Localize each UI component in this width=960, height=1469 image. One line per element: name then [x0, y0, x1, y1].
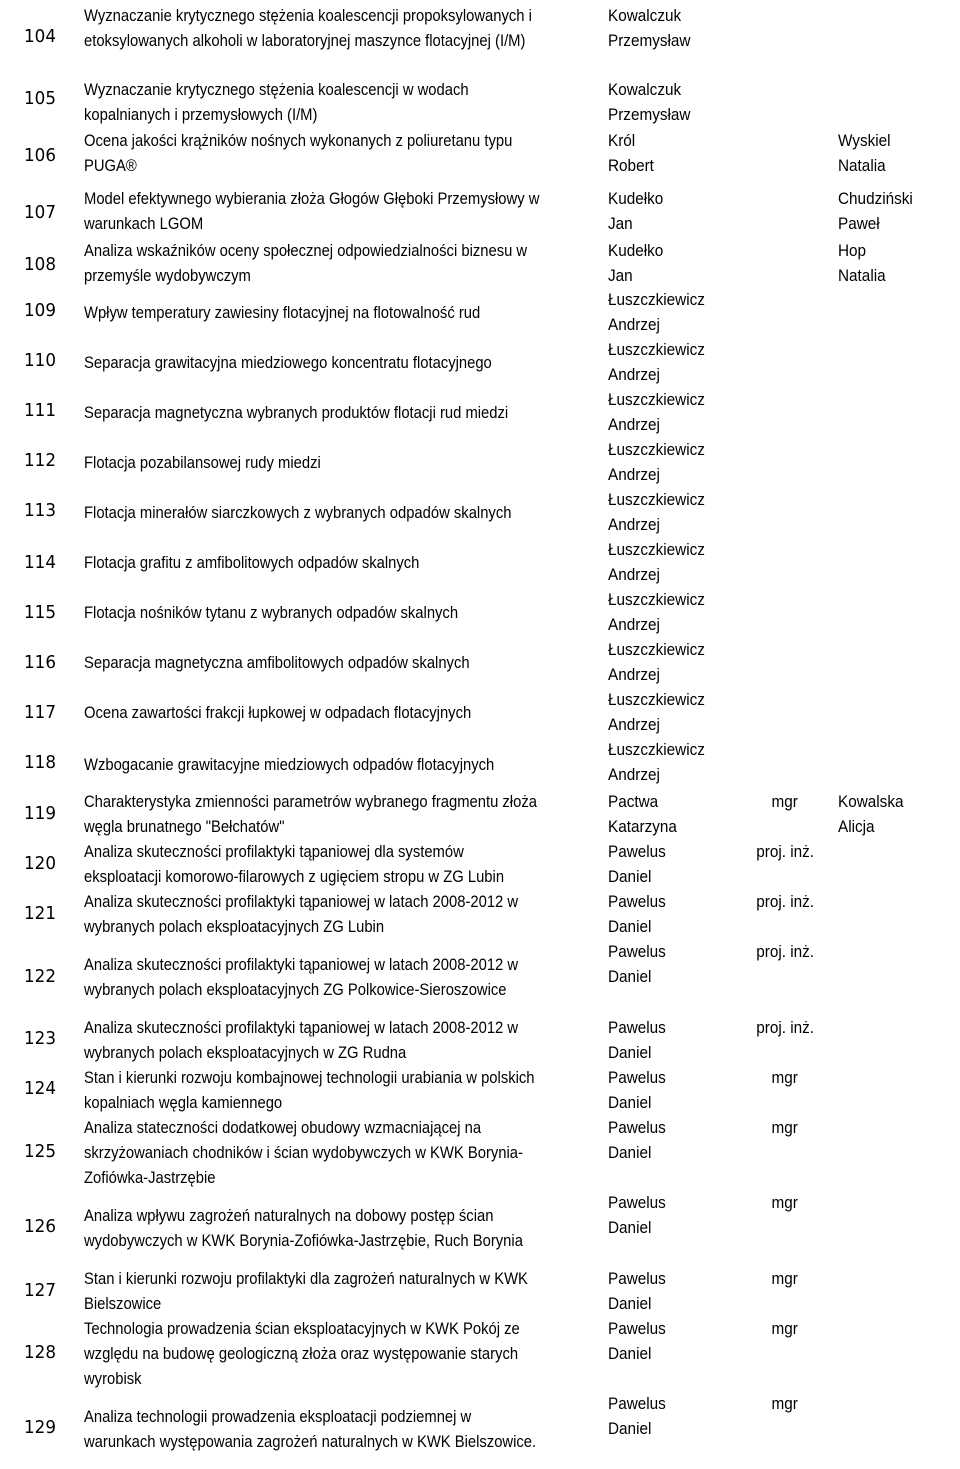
thesis-title-line: warunkach występowania zagrożeń naturalnych w KWK Bielszowice. [84, 1432, 537, 1451]
thesis-title-line: Analiza wpływu zagrożeń naturalnych na dobowy postęp ścian [84, 1206, 494, 1225]
thesis-title-line: Separacja grawitacyjna miedziowego koncentratu flotacyjnego [84, 353, 492, 372]
supervisor-name [608, 839, 758, 889]
thesis-title-line: Analiza skuteczności profilaktyki tąpaniowej w latach 2008-2012 w [84, 955, 519, 974]
thesis-title-line: skrzyżowaniach chodników i ścian wydobywczych w KWK Borynia- [84, 1143, 523, 1162]
row-number: 113 [24, 500, 56, 521]
supervisor-name [608, 1190, 758, 1240]
thesis-title [84, 889, 684, 939]
row-number: 117 [24, 702, 56, 723]
supervisor-name-line: Daniel [608, 1143, 652, 1162]
degree-text: mgr [771, 792, 799, 811]
supervisor-name [608, 337, 758, 387]
thesis-title-line: wybranych polach eksploatacyjnych w ZG Rudna [84, 1043, 407, 1062]
row-number: 114 [24, 552, 56, 573]
supervisor-name [608, 128, 758, 178]
reviewer-name [838, 789, 958, 839]
supervisor-name-line: Łuszczkiewicz [608, 490, 705, 509]
thesis-title-line: Flotacja minerałów siarczkowych z wybranych odpadów skalnych [84, 503, 512, 522]
supervisor-name-line: Kowalczuk [608, 6, 682, 25]
thesis-title [84, 186, 684, 236]
page-separator [0, 1004, 960, 1005]
reviewer-name-line: Hop [838, 241, 867, 260]
degree-label [740, 839, 830, 864]
supervisor-name [608, 537, 758, 587]
thesis-title-line: Zofiówka-Jastrzębie [84, 1168, 216, 1187]
supervisor-name [608, 1316, 758, 1366]
supervisor-name-line: Pawelus [608, 1319, 666, 1338]
thesis-title-line: Flotacja nośników tytanu z wybranych odpadów skalnych [84, 603, 459, 622]
degree-text: proj. inż. [756, 1018, 814, 1037]
page-separator [0, 1392, 960, 1393]
thesis-title-line: Analiza skuteczności profilaktyki tąpaniowej dla systemów [84, 842, 464, 861]
thesis-title-line: Stan i kierunki rozwoju profilaktyki dla zagrożeń naturalnych w KWK [84, 1269, 528, 1288]
reviewer-name-line: Chudziński [838, 189, 913, 208]
supervisor-name-line: Przemysław [608, 31, 691, 50]
supervisor-name-line: Pactwa [608, 792, 659, 811]
supervisor-name-line: Pawelus [608, 1068, 666, 1087]
row-number: 128 [24, 1342, 56, 1363]
degree-label [740, 1015, 830, 1040]
thesis-title-line: Wyznaczanie krytycznego stężenia koalescencji propoksylowanych i [84, 6, 532, 25]
thesis-title [84, 1115, 684, 1190]
supervisor-name-line: Andrzej [608, 765, 660, 784]
thesis-title-line: PUGA® [84, 156, 137, 175]
supervisor-name-line: Łuszczkiewicz [608, 640, 705, 659]
thesis-title-line: Technologia prowadzenia ścian eksploatacyjnych w KWK Pokój ze [84, 1319, 520, 1338]
supervisor-name-line: Andrzej [608, 565, 660, 584]
degree-text: mgr [771, 1394, 799, 1413]
reviewer-name-line: Natalia [838, 266, 886, 285]
supervisor-name [608, 587, 758, 637]
thesis-title-line: względu na budowę geologiczną złoża oraz występowanie starych [84, 1344, 519, 1363]
thesis-title-line: Separacja magnetyczna wybranych produktów flotacji rud miedzi [84, 403, 509, 422]
supervisor-name-line: Łuszczkiewicz [608, 690, 705, 709]
supervisor-name [608, 3, 758, 53]
thesis-title [84, 400, 684, 425]
thesis-title [84, 752, 684, 777]
thesis-title-line: Ocena zawartości frakcji łupkowej w odpadach flotacyjnych [84, 703, 472, 722]
thesis-title-line: Wzbogacanie grawitacyjne miedziowych odpadów flotacyjnych [84, 755, 495, 774]
supervisor-name [608, 186, 758, 236]
thesis-title-line: węgla brunatnego "Bełchatów" [84, 817, 285, 836]
supervisor-name-line: Kowalczuk [608, 80, 682, 99]
thesis-title [84, 952, 684, 1002]
supervisor-name [608, 889, 758, 939]
degree-label [740, 1316, 830, 1341]
thesis-title [84, 1065, 684, 1115]
supervisor-name-line: Pawelus [608, 1118, 666, 1137]
row-number: 105 [24, 88, 56, 109]
thesis-title [84, 1015, 684, 1065]
supervisor-name-line: Andrzej [608, 415, 660, 434]
thesis-title-line: Flotacja grafitu z amfibolitowych odpadów skalnych [84, 553, 420, 572]
thesis-title [84, 1266, 684, 1316]
thesis-title-line: Flotacja pozabilansowej rudy miedzi [84, 453, 321, 472]
degree-label [740, 889, 830, 914]
supervisor-name-line: Łuszczkiewicz [608, 390, 705, 409]
supervisor-name-line: Pawelus [608, 842, 666, 861]
thesis-title-line: Wpływ temperatury zawiesiny flotacyjnej na flotowalność rud [84, 303, 481, 322]
thesis-title-line: Wyznaczanie krytycznego stężenia koalescencji w wodach [84, 80, 469, 99]
thesis-title-line: Model efektywnego wybierania złoża Głogów Głęboki Przemysłowy w [84, 189, 540, 208]
supervisor-name-line: Andrzej [608, 615, 660, 634]
thesis-title-line: wyrobisk [84, 1369, 142, 1388]
degree-label [740, 939, 830, 964]
row-number: 120 [24, 853, 56, 874]
thesis-title [84, 600, 684, 625]
row-number: 123 [24, 1028, 56, 1049]
supervisor-name-line: Daniel [608, 1294, 652, 1313]
supervisor-name-line: Łuszczkiewicz [608, 290, 705, 309]
thesis-title [84, 300, 684, 325]
supervisor-name [608, 1391, 758, 1441]
page-separator [0, 66, 960, 67]
supervisor-name-line: Daniel [608, 1093, 652, 1112]
row-number: 115 [24, 602, 56, 623]
row-number: 126 [24, 1216, 56, 1237]
degree-label [740, 1391, 830, 1416]
thesis-title [84, 128, 684, 178]
row-number: 119 [24, 803, 56, 824]
supervisor-name-line: Łuszczkiewicz [608, 740, 705, 759]
reviewer-name-line: Alicja [838, 817, 875, 836]
supervisor-name-line: Pawelus [608, 942, 666, 961]
row-number: 112 [24, 450, 56, 471]
thesis-title [84, 1404, 684, 1454]
row-number: 121 [24, 903, 56, 924]
row-number: 107 [24, 202, 56, 223]
supervisor-name [608, 637, 758, 687]
thesis-title-line: wydobywczych w KWK Borynia-Zofiówka-Jastrzębie, Ruch Borynia [84, 1231, 523, 1250]
page-separator [0, 178, 960, 179]
thesis-title-line: Bielszowice [84, 1294, 162, 1313]
degree-label [740, 1065, 830, 1090]
thesis-title-line: Analiza skuteczności profilaktyki tąpaniowej w latach 2008-2012 w [84, 892, 519, 911]
row-number: 111 [24, 400, 56, 421]
thesis-title-line: Ocena jakości krążników nośnych wykonanych z poliuretanu typu [84, 131, 513, 150]
supervisor-name [608, 238, 758, 288]
thesis-title [84, 350, 684, 375]
thesis-title-line: warunkach LGOM [84, 214, 204, 233]
thesis-title-line: wybranych polach eksploatacyjnych ZG Polkowice-Sieroszowice [84, 980, 507, 999]
degree-text: mgr [771, 1193, 799, 1212]
supervisor-name-line: Kudełko [608, 241, 664, 260]
supervisor-name-line: Daniel [608, 867, 652, 886]
supervisor-name [608, 437, 758, 487]
degree-label [740, 789, 830, 814]
thesis-title-line: Separacja magnetyczna amfibolitowych odpadów skalnych [84, 653, 470, 672]
reviewer-name [838, 128, 958, 178]
thesis-title [84, 650, 684, 675]
supervisor-name-line: Pawelus [608, 1193, 666, 1212]
supervisor-name-line: Andrzej [608, 365, 660, 384]
supervisor-name [608, 737, 758, 787]
supervisor-name [608, 1015, 758, 1065]
supervisor-name-line: Andrzej [608, 715, 660, 734]
supervisor-name-line: Daniel [608, 1043, 652, 1062]
degree-text: mgr [771, 1319, 799, 1338]
thesis-title [84, 1316, 684, 1391]
degree-text: mgr [771, 1269, 799, 1288]
thesis-title [84, 500, 684, 525]
thesis-title [84, 77, 684, 127]
thesis-title [84, 3, 684, 53]
thesis-title-line: wybranych polach eksploatacyjnych ZG Lubin [84, 917, 385, 936]
reviewer-name-line: Paweł [838, 214, 880, 233]
reviewer-name-line: Wyskiel [838, 131, 891, 150]
thesis-title-line: Charakterystyka zmienności parametrów wybranego fragmentu złoża [84, 792, 537, 811]
degree-label [740, 1266, 830, 1291]
supervisor-name-line: Król [608, 131, 636, 150]
reviewer-name [838, 186, 958, 236]
thesis-title [84, 238, 684, 288]
row-number: 116 [24, 652, 56, 673]
supervisor-name [608, 687, 758, 737]
row-number: 124 [24, 1078, 56, 1099]
thesis-title-line: Analiza stateczności dodatkowej obudowy wzmacniającej na [84, 1118, 482, 1137]
supervisor-name-line: Pawelus [608, 1394, 666, 1413]
degree-text: mgr [771, 1068, 799, 1087]
supervisor-name-line: Pawelus [608, 892, 666, 911]
thesis-title-line: eksploatacji komorowo-filarowych z ugięciem stropu w ZG Lubin [84, 867, 505, 886]
thesis-title-line: etoksylowanych alkoholi w laboratoryjnej maszynce flotacyjnej (I/M) [84, 31, 526, 50]
row-number: 118 [24, 752, 56, 773]
thesis-title-line: Analiza skuteczności profilaktyki tąpaniowej w latach 2008-2012 w [84, 1018, 519, 1037]
supervisor-name-line: Jan [608, 266, 633, 285]
supervisor-name-line: Andrzej [608, 465, 660, 484]
supervisor-name [608, 1266, 758, 1316]
thesis-title-line: kopalnianych i przemysłowych (I/M) [84, 105, 318, 124]
degree-label [740, 1115, 830, 1140]
row-number: 125 [24, 1141, 56, 1162]
supervisor-name-line: Łuszczkiewicz [608, 340, 705, 359]
row-number: 108 [24, 254, 56, 275]
supervisor-name-line: Daniel [608, 1218, 652, 1237]
thesis-title-line: kopalniach węgla kamiennego [84, 1093, 283, 1112]
thesis-title [84, 550, 684, 575]
row-number: 104 [24, 26, 56, 47]
degree-text: proj. inż. [756, 892, 814, 911]
thesis-title [84, 1203, 684, 1253]
row-number: 127 [24, 1280, 56, 1301]
supervisor-name-line: Andrzej [608, 315, 660, 334]
supervisor-name-line: Kudełko [608, 189, 664, 208]
supervisor-name [608, 487, 758, 537]
supervisor-name [608, 789, 758, 839]
degree-text: proj. inż. [756, 842, 814, 861]
degree-text: mgr [771, 1118, 799, 1137]
reviewer-name [838, 238, 958, 288]
supervisor-name-line: Pawelus [608, 1269, 666, 1288]
degree-text: proj. inż. [756, 942, 814, 961]
supervisor-name-line: Andrzej [608, 665, 660, 684]
row-number: 122 [24, 966, 56, 987]
thesis-title [84, 700, 684, 725]
supervisor-name-line: Jan [608, 214, 633, 233]
thesis-title [84, 839, 684, 889]
supervisor-name-line: Daniel [608, 967, 652, 986]
page-separator [0, 1190, 960, 1191]
supervisor-name-line: Łuszczkiewicz [608, 440, 705, 459]
supervisor-name-line: Przemysław [608, 105, 691, 124]
row-number: 109 [24, 300, 56, 321]
supervisor-name-line: Łuszczkiewicz [608, 540, 705, 559]
supervisor-name [608, 939, 758, 989]
row-number: 129 [24, 1417, 56, 1438]
supervisor-name-line: Daniel [608, 917, 652, 936]
thesis-title-line: przemyśle wydobywczym [84, 266, 251, 285]
thesis-title-line: Stan i kierunki rozwoju kombajnowej technologii urabiania w polskich [84, 1068, 535, 1087]
page-separator [0, 1262, 960, 1263]
thesis-title-line: Analiza wskaźników oceny społecznej odpowiedzialności biznesu w [84, 241, 528, 260]
row-number: 106 [24, 145, 56, 166]
degree-label [740, 1190, 830, 1215]
reviewer-name-line: Kowalska [838, 792, 904, 811]
thesis-title [84, 789, 684, 839]
supervisor-name-line: Daniel [608, 1344, 652, 1363]
supervisor-name-line: Daniel [608, 1419, 652, 1438]
supervisor-name-line: Andrzej [608, 515, 660, 534]
supervisor-name [608, 1065, 758, 1115]
supervisor-name [608, 1115, 758, 1165]
thesis-title-line: Analiza technologii prowadzenia eksploatacji podziemnej w [84, 1407, 472, 1426]
supervisor-name-line: Łuszczkiewicz [608, 590, 705, 609]
supervisor-name-line: Robert [608, 156, 654, 175]
supervisor-name-line: Pawelus [608, 1018, 666, 1037]
supervisor-name [608, 77, 758, 127]
row-number: 110 [24, 350, 56, 371]
supervisor-name-line: Katarzyna [608, 817, 677, 836]
reviewer-name-line: Natalia [838, 156, 886, 175]
supervisor-name [608, 287, 758, 337]
supervisor-name [608, 387, 758, 437]
thesis-title [84, 450, 684, 475]
